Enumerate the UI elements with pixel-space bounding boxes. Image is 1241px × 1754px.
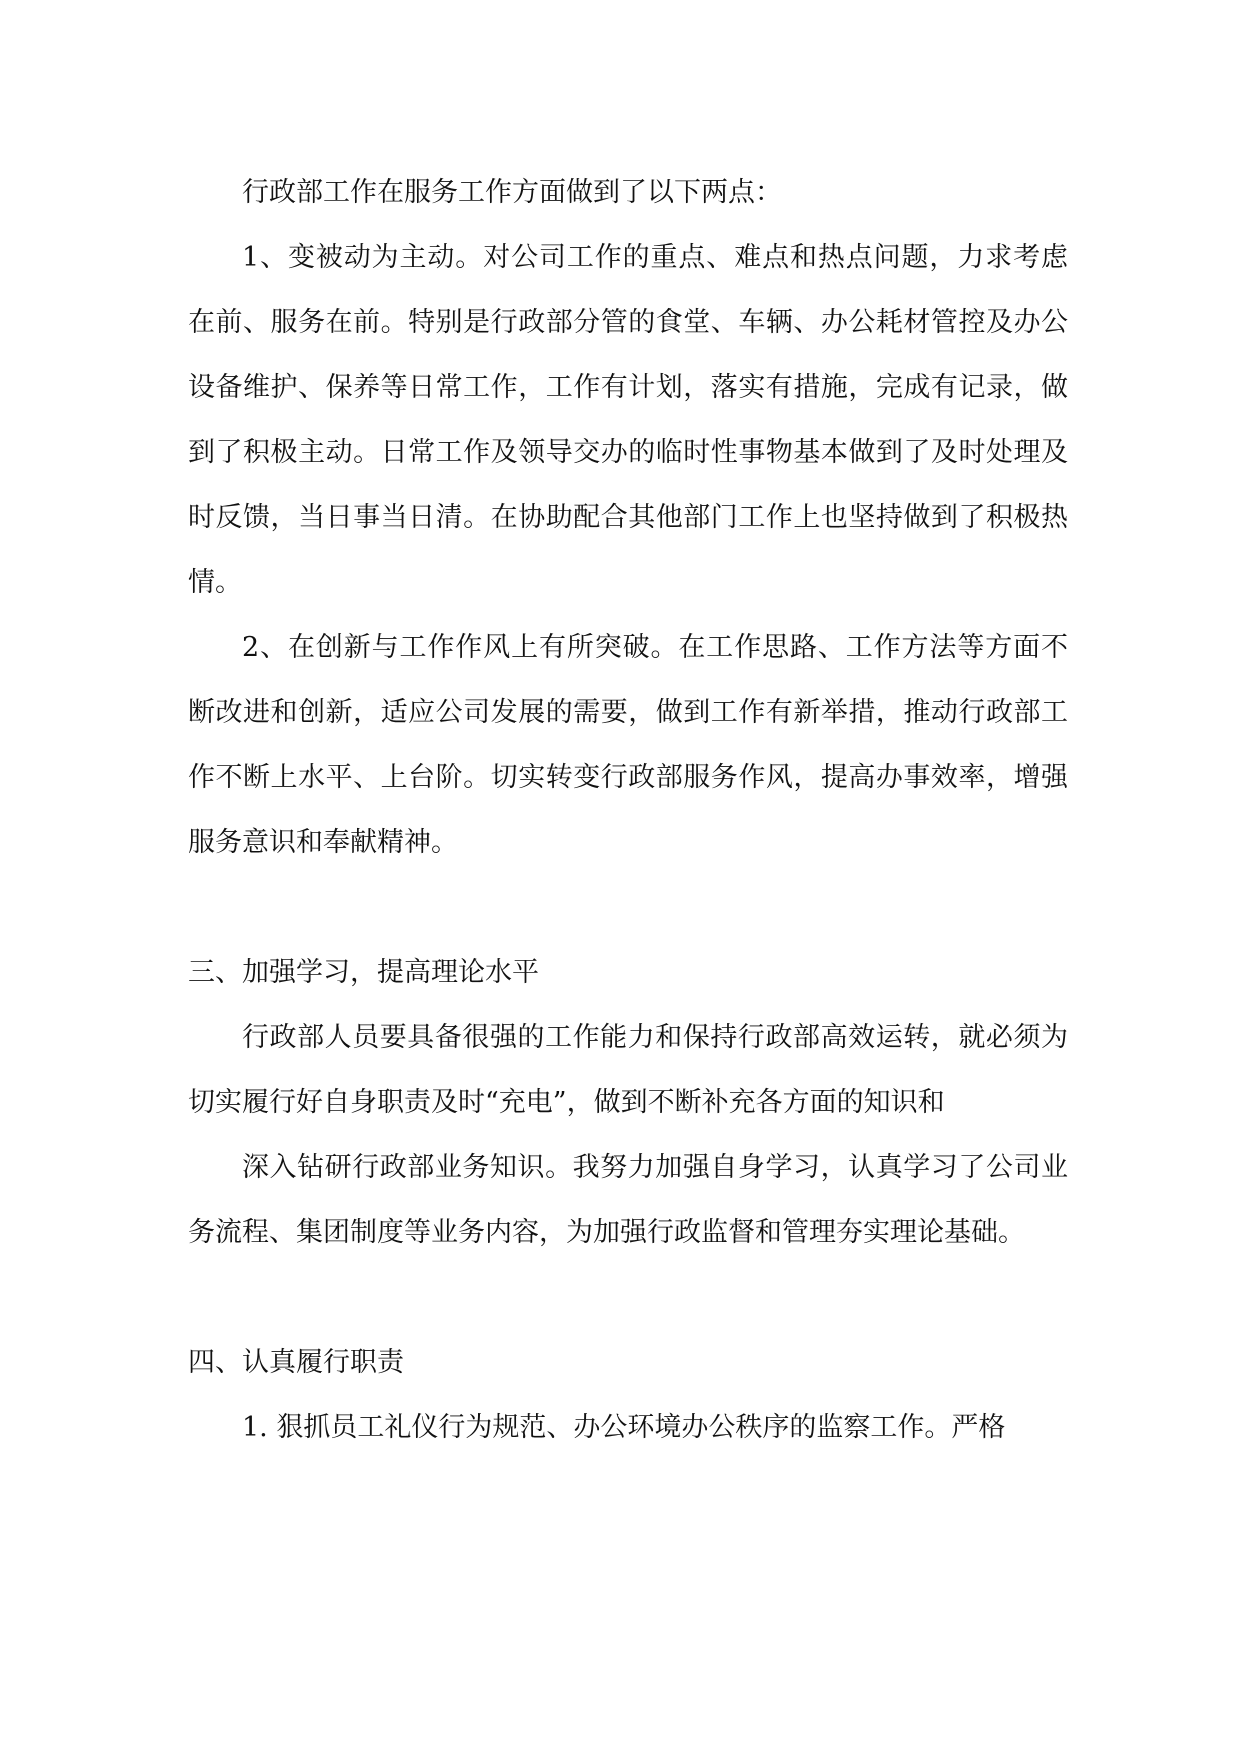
paragraph-learning: 行政部人员要具备很强的工作能力和保持行政部高效运转，就必须为切实履行好自身职责及时“充电”，做到不断补充各方面的知识和	[188, 1022, 1068, 1118]
paragraph-service-intro: 行政部工作在服务工作方面做到了以下两点：	[242, 177, 782, 208]
paragraph-point-1: 1、变被动为主动。对公司工作的重点、难点和热点问题，力求考虑在前、服务在前。特别是行政部分管的食堂、车辆、办公耗材管控及办公设备维护、保养等日常工作，工作有计划，落实有措施，完成有记录，做到了积极主动。日常工作及领导交办的临时性事物基本做到了及时处理及时反馈，当日事当日清。在协助配合其他部门工作上也坚持做到了积极热情。	[188, 242, 1068, 598]
document-body	[188, 160, 1068, 1460]
paragraph-study: 深入钻研行政部业务知识。我努力加强自身学习，认真学习了公司业务流程、集团制度等业务内容，为加强行政监督和管理夯实理论基础。	[188, 1152, 1068, 1248]
paragraph-point-2: 2、在创新与工作作风上有所突破。在工作思路、工作方法等方面不断改进和创新，适应公司发展的需要，做到工作有新举措，推动行政部工作不断上水平、上台阶。切实转变行政部服务作风，提高办事效率，增强服务意识和奉献精神。	[188, 632, 1068, 858]
section-heading-4: 四、认真履行职责	[188, 1347, 404, 1378]
paragraph-spacer	[188, 875, 1068, 940]
paragraph-spacer	[188, 1265, 1068, 1330]
paragraph-duty-1: 1. 狠抓员工礼仪行为规范、办公环境办公秩序的监察工作。严格	[242, 1412, 1006, 1443]
section-heading-3: 三、加强学习，提高理论水平	[188, 957, 539, 988]
